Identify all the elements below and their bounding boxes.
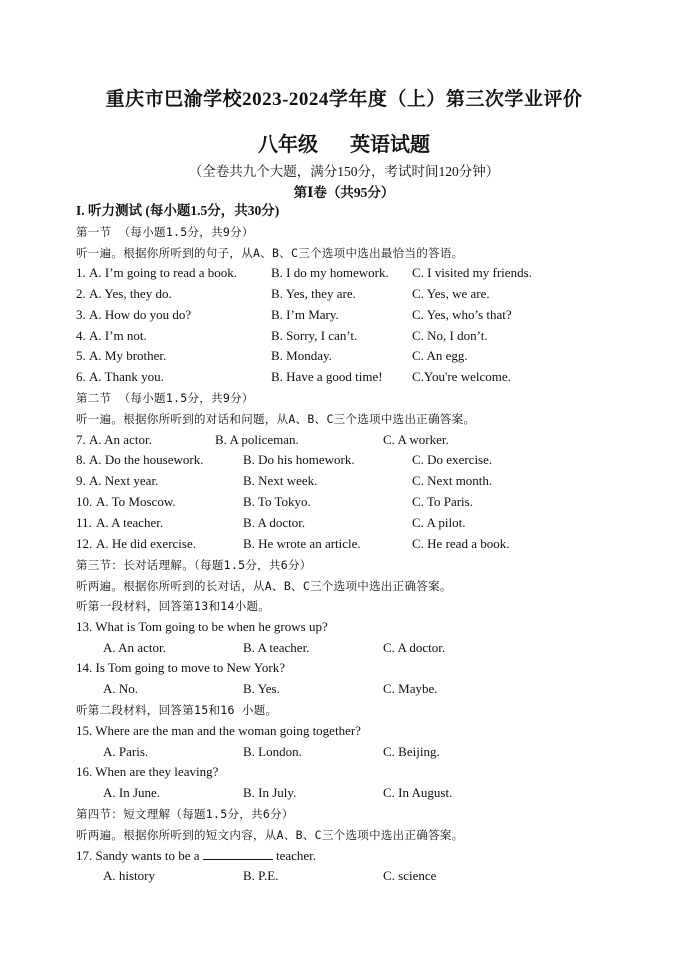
question-options (76, 784, 676, 802)
question-number: 11. (76, 515, 92, 530)
option-c: C. I visited my friends. (412, 265, 532, 280)
option-a: A. A teacher. (96, 515, 164, 530)
question-row (76, 347, 676, 365)
question-row (76, 514, 676, 532)
option-c: C. In August. (383, 785, 453, 800)
option-c: C. Beijing. (383, 744, 440, 759)
question-number: 10. (76, 494, 93, 509)
section1-instruction: 听一遍。根据你所听到的句子，从A、B、C三个选项中选出最恰当的答语。 (76, 246, 464, 260)
option-a: A. In June. (103, 785, 161, 800)
question-number: 6. (76, 369, 86, 384)
question-number: 4. (76, 328, 86, 343)
option-b: B. He wrote an article. (243, 536, 361, 551)
option-a: A. How do you do? (89, 307, 192, 322)
question-options (76, 743, 676, 761)
question-number: 1. (76, 265, 86, 280)
option-b: B. P.E. (243, 868, 279, 883)
question-number: 8. (76, 452, 86, 467)
option-c: C. To Paris. (412, 494, 473, 509)
option-b: B. In July. (243, 785, 297, 800)
option-b: B. Monday. (271, 348, 332, 363)
subject-label: 英语试题 (350, 134, 430, 156)
question-stem: 13. What is Tom going to be when he grows up? (76, 619, 328, 634)
option-a: A. Do the housework. (89, 452, 204, 467)
option-a: A. To Moscow. (96, 494, 176, 509)
option-a: A. history (103, 868, 155, 883)
question-row (76, 493, 676, 511)
part1-heading: I. 听力测试 (每小题1.5分，共30分) (76, 203, 280, 218)
question-number: 9. (76, 473, 86, 488)
section3-instruction: 听两遍。根据你所听到的长对话，从A、B、C三个选项中选出正确答案。 (76, 579, 452, 593)
option-c: C. Yes, who’s that? (412, 307, 512, 322)
question-options (76, 639, 676, 657)
question-row (76, 451, 676, 469)
option-a: A. An actor. (89, 432, 152, 447)
question-stem-after: teacher. (275, 848, 317, 863)
section1-title: 第一节 （每小题1.5分，共9分） (76, 225, 254, 239)
option-a: A. An actor. (103, 640, 166, 655)
material2-label: 听第二段材料，回答第15和16 小题。 (76, 703, 278, 717)
question-stem: 16. When are they leaving? (76, 764, 219, 779)
question-number: 12. (76, 536, 93, 551)
option-a: A. Paris. (103, 744, 149, 759)
option-a: A. Next year. (89, 473, 159, 488)
option-b: B. Next week. (243, 473, 318, 488)
option-c: C. Next month. (412, 473, 493, 488)
option-c: C. Maybe. (383, 681, 438, 696)
exam-subtitle (0, 128, 688, 157)
option-c: C. A doctor. (383, 640, 446, 655)
question-stem-before: 17. Sandy wants to be a (76, 848, 200, 863)
option-b: B. A policeman. (215, 432, 299, 447)
option-b: B. I do my homework. (271, 265, 389, 280)
material1-label: 听第一段材料，回答第13和14小题。 (76, 599, 271, 613)
option-a: A. Yes, they do. (89, 286, 172, 301)
exam-title: 重庆市巴渝学校2023-2024学年度（上）第三次学业评价 (105, 89, 583, 110)
question-options (76, 680, 676, 698)
option-b: B. London. (243, 744, 302, 759)
section3-title: 第三节：长对话理解。（每题1.5分，共6分） (76, 558, 312, 572)
question-row (76, 368, 676, 386)
grade-label: 八年级 (258, 134, 318, 156)
question-options (76, 867, 676, 885)
option-b: B. A doctor. (243, 515, 306, 530)
question-row (76, 306, 676, 324)
option-a: A. No. (103, 681, 139, 696)
question-stem (76, 847, 316, 865)
option-c: C. An egg. (412, 348, 468, 363)
option-a: A. Thank you. (89, 369, 164, 384)
option-c: C. Do exercise. (412, 452, 493, 467)
question-row (76, 264, 676, 282)
option-a: A. My brother. (89, 348, 167, 363)
question-number: 7. (76, 432, 86, 447)
option-a: A. I’m going to read a book. (89, 265, 238, 280)
question-row (76, 472, 676, 490)
option-b: B. I’m Mary. (271, 307, 339, 322)
option-c: C. science (383, 868, 437, 883)
section4-title: 第四节：短文理解（每题1.5分，共6分） (76, 807, 294, 821)
question-row (76, 285, 676, 303)
option-b: B. To Tokyo. (243, 494, 311, 509)
question-number: 3. (76, 307, 86, 322)
section4-instruction: 听两遍。根据你所听到的短文内容，从A、B、C三个选项中选出正确答案。 (76, 828, 464, 842)
option-a: A. I’m not. (89, 328, 147, 343)
question-stem: 15. Where are the man and the woman going together? (76, 723, 361, 738)
option-c: C. A pilot. (412, 515, 466, 530)
question-number: 2. (76, 286, 86, 301)
volume-label: 第Ⅰ卷（共95分） (293, 185, 395, 200)
question-row (76, 431, 676, 449)
option-b: B. Yes, they are. (271, 286, 356, 301)
option-c: C. A worker. (383, 432, 449, 447)
option-a: A. He did exercise. (96, 536, 196, 551)
option-c: C. No, I don’t. (412, 328, 488, 343)
section2-title: 第二节 （每小题1.5分，共9分） (76, 391, 254, 405)
exam-note: （全卷共九个大题，满分150分，考试时间120分钟） (188, 164, 500, 179)
question-stem: 14. Is Tom going to move to New York? (76, 660, 286, 675)
question-number: 5. (76, 348, 86, 363)
option-b: B. Yes. (243, 681, 280, 696)
option-c: C. Yes, we are. (412, 286, 490, 301)
answer-blank[interactable] (203, 847, 273, 860)
option-b: B. Have a good time! (271, 369, 383, 384)
option-c: C. He read a book. (412, 536, 510, 551)
option-b: B. Sorry, I can’t. (271, 328, 358, 343)
question-row (76, 535, 676, 553)
option-c: C.You're welcome. (412, 369, 511, 384)
option-b: B. A teacher. (243, 640, 310, 655)
option-b: B. Do his homework. (243, 452, 355, 467)
question-row (76, 327, 676, 345)
section2-instruction: 听一遍。根据你所听到的对话和问题，从A、B、C三个选项中选出正确答案。 (76, 412, 476, 426)
